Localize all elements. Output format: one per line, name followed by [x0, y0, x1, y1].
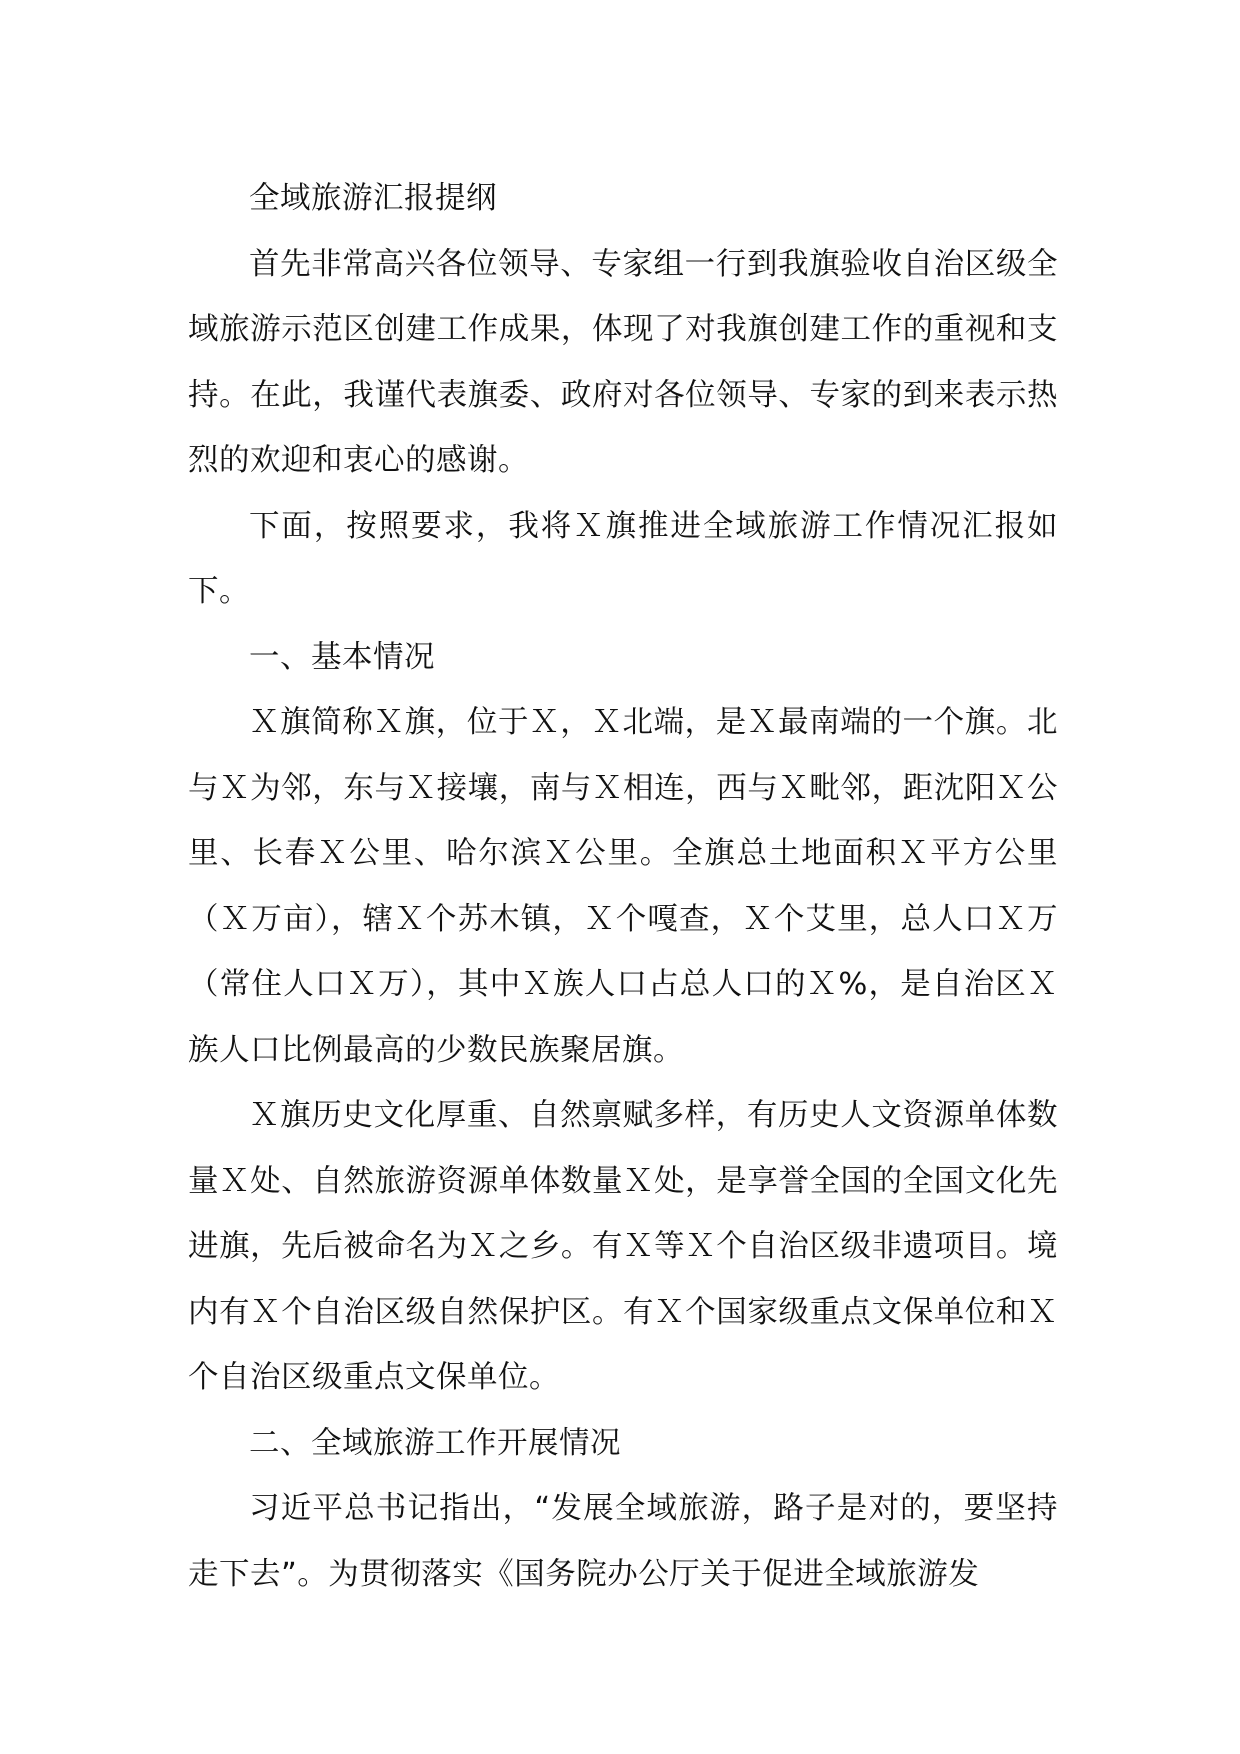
section-2-paragraph-1: 习近平总书记指出，“发展全域旅游，路子是对的，要坚持走下去”。为贯彻落实《国务院办公厅关于促进全域旅游发	[188, 1491, 1058, 1592]
section-2-heading: 二、全域旅游工作开展情况	[249, 1425, 621, 1461]
section-1-paragraph-1: Ｘ旗简称Ｘ旗，位于Ｘ，Ｘ北端，是Ｘ最南端的一个旗。北与Ｘ为邻，东与Ｘ接壤，南与Ｘ相连，西与Ｘ毗邻，距沈阳Ｘ公里、长春Ｘ公里、哈尔滨Ｘ公里。全旗总土地面积Ｘ平方公里（Ｘ万亩），辖Ｘ个苏木镇，Ｘ个嘎查，Ｘ个艾里，总人口Ｘ万（常住人口Ｘ万），其中Ｘ族人口占总人口的Ｘ%，是自治区Ｘ族人口比例最高的少数民族聚居旗。	[188, 705, 1058, 1068]
intro-paragraph-1: 首先非常高兴各位领导、专家组一行到我旗验收自治区级全域旅游示范区创建工作成果，体现了对我旗创建工作的重视和支持。在此，我谨代表旗委、政府对各位领导、专家的到来表示热烈的欢迎和衷心的感谢。	[188, 246, 1058, 478]
section-1-heading: 一、基本情况	[249, 639, 435, 675]
document-title: 全域旅游汇报提纲	[249, 181, 497, 216]
section-1-paragraph-2: Ｘ旗历史文化厚重、自然禀赋多样，有历史人文资源单体数量Ｘ处、自然旅游资源单体数量Ｘ处，是享誉全国的全国文化先进旗，先后被命名为Ｘ之乡。有Ｘ等Ｘ个自治区级非遗项目。境内有Ｘ个自治区级自然保护区。有Ｘ个国家级重点文保单位和Ｘ个自治区级重点文保单位。	[188, 1098, 1058, 1395]
intro-paragraph-2: 下面，按照要求，我将Ｘ旗推进全域旅游工作情况汇报如下。	[188, 508, 1058, 609]
document-page	[188, 166, 1058, 1607]
